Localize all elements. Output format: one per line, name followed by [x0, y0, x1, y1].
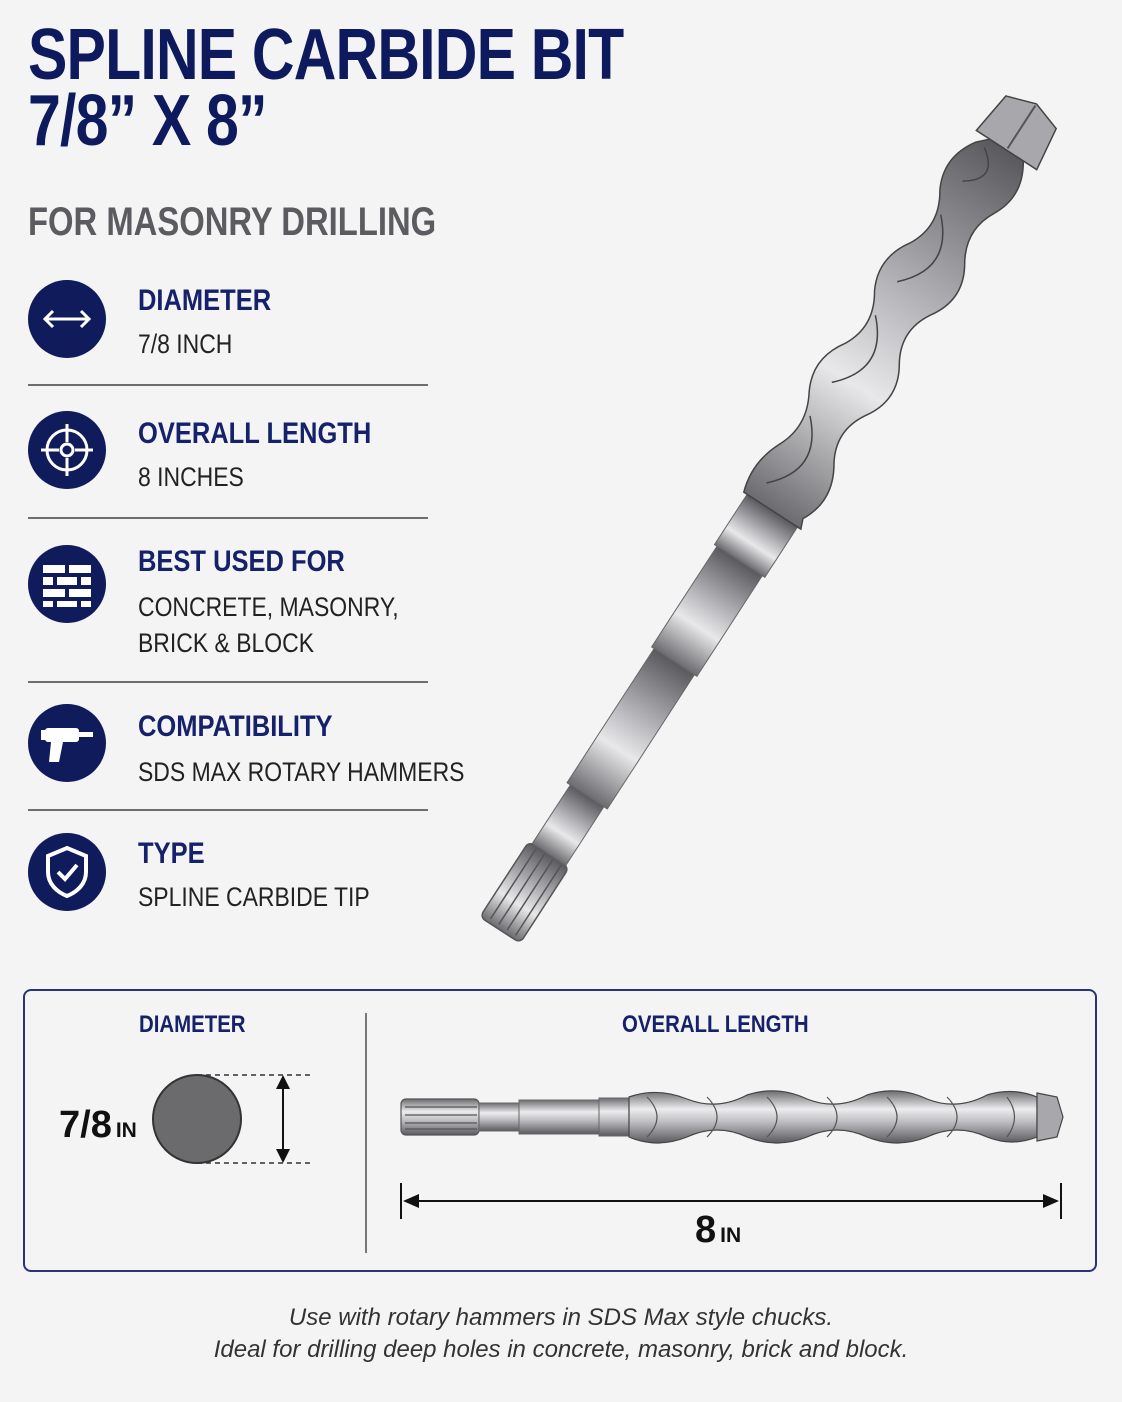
spec-value: SPLINE CARBIDE TIP [138, 882, 370, 912]
spec-label: DIAMETER [138, 284, 272, 317]
spec-compatibility [28, 704, 465, 804]
divider [28, 681, 428, 683]
dimensions-panel [23, 989, 1097, 1272]
spec-value: BRICK & BLOCK [138, 628, 315, 658]
diameter-heading: DIAMETER [139, 1011, 246, 1038]
spec-value: CONCRETE, MASONRY, [138, 592, 399, 622]
diameter-number: 7/8 [59, 1104, 112, 1146]
spec-best-used-for [28, 545, 428, 665]
footnote [0, 1302, 1122, 1366]
crosshair-icon [28, 411, 106, 489]
spec-value: 7/8 INCH [138, 329, 233, 359]
overall-length-heading: OVERALL LENGTH [622, 1011, 809, 1038]
diameter-value [59, 1104, 137, 1147]
diameter-diagram [145, 1071, 315, 1171]
spec-label: COMPATIBILITY [138, 710, 333, 743]
drill-bit-horizontal-image [397, 1087, 1067, 1147]
footnote-line-2: Ideal for drilling deep holes in concrete, masonry, brick and block. [213, 1336, 909, 1363]
title-line-2: 7/8” X 8” [28, 81, 267, 161]
spec-label: TYPE [138, 837, 205, 870]
spec-value: 8 INCHES [138, 462, 244, 492]
spec-diameter [28, 280, 428, 380]
length-value [695, 1209, 741, 1252]
spec-type [28, 833, 428, 933]
diameter-unit: IN [115, 1119, 137, 1142]
panel-divider [365, 1013, 367, 1253]
page-subtitle: FOR MASONRY DRILLING [28, 200, 437, 244]
rotary-hammer-icon [28, 704, 106, 782]
shield-check-icon [28, 833, 106, 911]
spec-value: SDS MAX ROTARY HAMMERS [138, 757, 465, 787]
divider [28, 517, 428, 519]
spec-label: OVERALL LENGTH [138, 417, 372, 450]
footnote-line-1: Use with rotary hammers in SDS Max style chucks. [288, 1304, 834, 1331]
double-arrow-icon [28, 280, 106, 358]
divider [28, 384, 428, 386]
length-number: 8 [695, 1209, 717, 1251]
brick-wall-icon [28, 545, 106, 623]
title-line-1: SPLINE CARBIDE BIT [28, 15, 624, 95]
drill-bit-image [460, 60, 1080, 960]
spec-overall-length [28, 411, 428, 511]
divider [28, 809, 428, 811]
spec-label: BEST USED FOR [138, 545, 345, 578]
length-unit: IN [720, 1224, 742, 1247]
